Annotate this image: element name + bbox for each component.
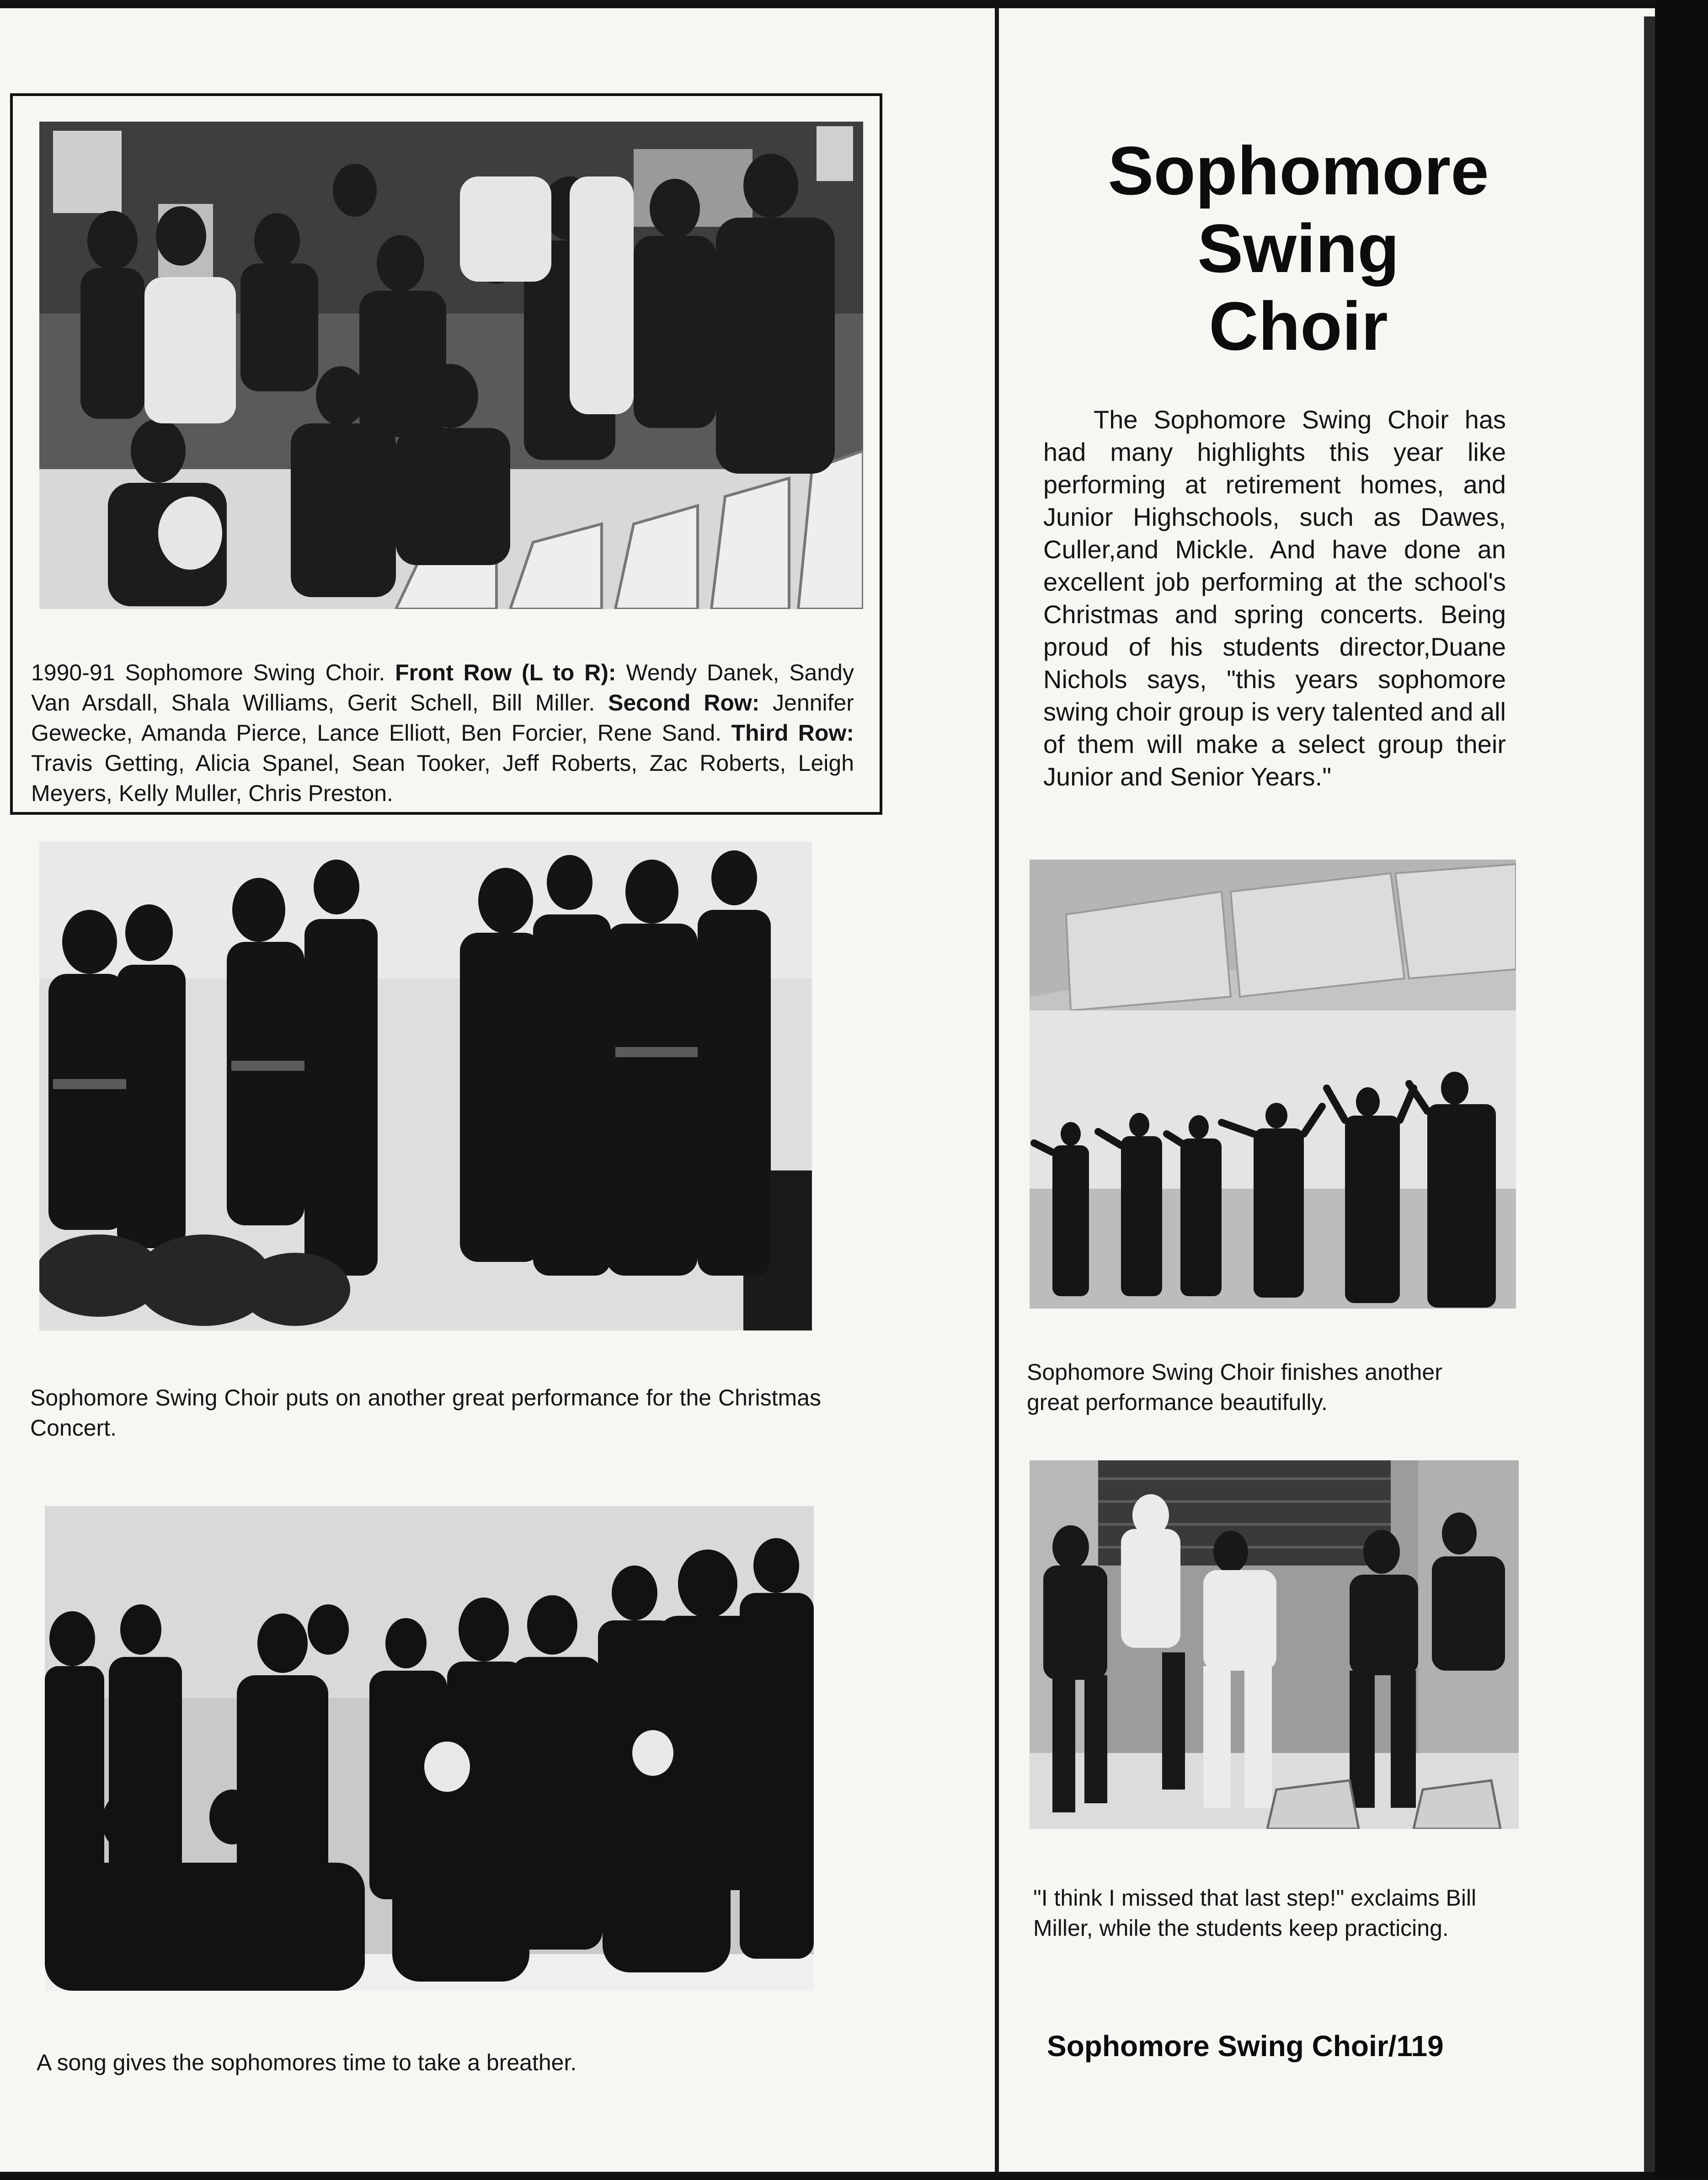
title-line-2: Swing: [1197, 210, 1399, 287]
page-title: [1047, 132, 1550, 365]
finishes-performance-caption: Sophomore Swing Choir finishes another great performance beautifully.: [1027, 1359, 1442, 1415]
group-caption-intro: 1990-91 Sophomore Swing Choir.: [31, 660, 385, 685]
second-row-label: Second Row:: [608, 690, 760, 716]
practice-caption: "I think I missed that last step!" exclaims Bill Miller, while the students keep practicing.: [1033, 1885, 1477, 1941]
practice-photo: [1030, 1460, 1519, 1829]
breather-photo: [45, 1506, 814, 1991]
title-line-1: Sophomore: [1108, 132, 1489, 209]
group-portrait-photo: [39, 122, 863, 609]
breather-caption: A song gives the sophomores time to take a breather.: [37, 2050, 577, 2075]
christmas-concert-caption: Sophomore Swing Choir puts on another great performance for the Christmas Concert.: [30, 1385, 821, 1441]
scan-border: [1655, 0, 1708, 2180]
article-text: [1043, 403, 1506, 793]
third-row-label: Third Row:: [731, 720, 854, 746]
page-folio: Sophomore Swing Choir/119: [1047, 2030, 1444, 2062]
third-row-names: Travis Getting, Alicia Spanel, Sean Tooker, Jeff Roberts, Zac Roberts, Leigh Meyers, Kelly Muller, Chris Preston.: [31, 750, 854, 806]
second-row-names: Jennifer Gewecke, Amanda Pierce, Lance Elliott, Ben Forcier, Rene Sand.: [31, 690, 854, 746]
page-gutter-line: [995, 8, 999, 2172]
christmas-concert-photo: [39, 841, 812, 1330]
article-body: The Sophomore Swing Choir has had many highlights this year like performing at retirement homes, and Junior Highschools, such as Dawes, Culler,and Mickle. And have done an excellent job performing at the school's Christmas and spring concerts. Being proud of his students director,Duane Nichols says, "this years sophomore swing choir group is very talented and all of them will make a select group their Junior and Senior Years.": [1043, 405, 1506, 791]
finishes-performance-photo: [1030, 860, 1516, 1309]
front-row-names: Wendy Danek, Sandy Van Arsdall, Shala Williams, Gerit Schell, Bill Miller.: [31, 660, 854, 716]
front-row-label: Front Row (L to R):: [395, 660, 616, 685]
title-line-3: Choir: [1209, 288, 1388, 364]
yearbook-page: [0, 8, 1655, 2172]
page-edge-shadow: [1644, 16, 1655, 2172]
group-portrait-caption: [31, 657, 854, 808]
